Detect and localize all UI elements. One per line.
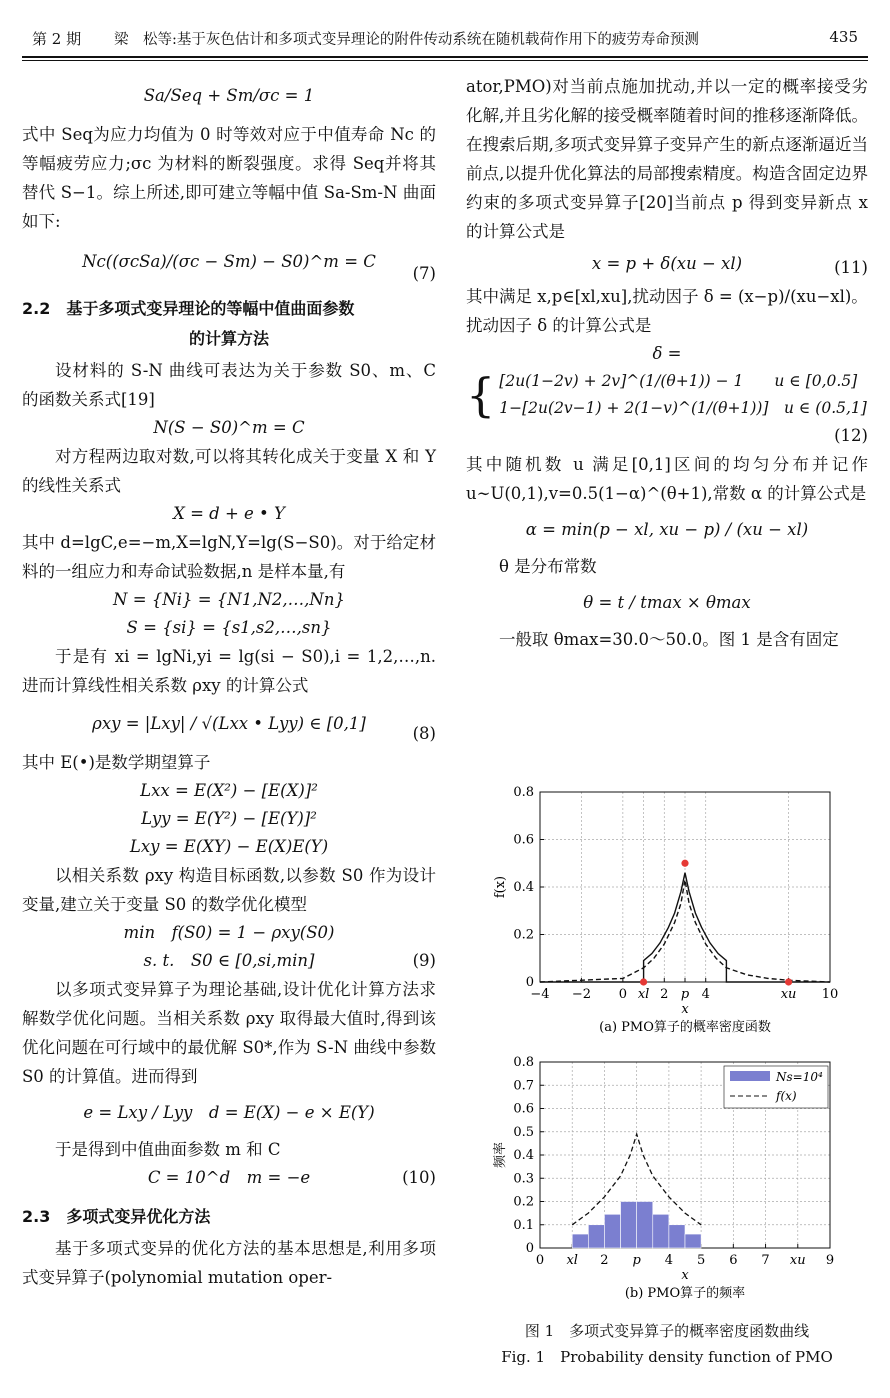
y-tick-label: 0.7	[513, 1078, 534, 1094]
equation-body: s. t. S0 ∈ [0,si,min]	[143, 951, 315, 970]
header-rule	[22, 56, 868, 58]
data-point	[785, 978, 792, 985]
issue-number: 第 2 期	[32, 30, 82, 48]
paragraph: 其中满足 x,p∈[xl,xu],扰动因子 δ = (x−p)/(xu−xl)。	[466, 287, 868, 306]
caption-en: Fig. 1 Probability density function of PMO	[501, 1348, 833, 1366]
chart-pdf	[490, 780, 850, 1045]
paragraph: ator,PMO)对当前点施加扰动,并以一定的概率接受劣化解,并且劣化解的接受概率随着时间的推移逐渐降低。在搜索后期,多项式变异算子变异产生的新点逐渐逼近当前点,以提升优化算法的局部搜索精度。构造含固定边界约束的多项式变异算子[20]当前点 p 得到变异新点 x 的计算公式是	[466, 77, 868, 241]
paragraph: 其中 E(•)是数学期望算子	[22, 753, 211, 772]
histogram-bar	[588, 1225, 604, 1248]
equation-10	[22, 1164, 436, 1192]
header-title: 梁 松等:基于灰色估计和多项式变异理论的附件传动系统在随机载荷作用下的疲劳寿命预测	[114, 32, 699, 48]
histogram-bar	[653, 1214, 669, 1248]
chart-title: (a) PMO算子的概率密度函数	[599, 1020, 771, 1035]
x-tick-label: xl	[637, 987, 650, 1002]
y-tick-label: 0	[525, 1241, 534, 1256]
legend-label: Ns=10⁴	[776, 1070, 823, 1084]
equation-sn-curve: N(S − S0)^m = C	[153, 418, 305, 437]
equation-Lyy: Lyy = E(Y²) − [E(Y)]²	[141, 809, 317, 828]
equation-number: (9)	[412, 951, 436, 970]
x-tick-label: xl	[566, 1253, 578, 1268]
y-tick-label: 0.4	[513, 880, 534, 895]
equation-Lxy: Lxy = E(XY) − E(X)E(Y)	[129, 837, 329, 856]
equation-alpha: α = min(p − xl, xu − p) / (xu − xl)	[525, 520, 809, 539]
chart-frequency	[490, 1052, 850, 1312]
figure-caption	[466, 1318, 868, 1370]
legend-label: f(x)	[776, 1089, 797, 1103]
paragraph: 设材料的 S-N 曲线可表达为关于参数 S0、m、C 的函数关系式[19]	[22, 361, 436, 409]
brace-glyph: {	[466, 368, 496, 422]
equation-body: Nc((σcSa)/(σc − Sm) − S0)^m = C	[82, 252, 376, 271]
paragraph: 一般取 θmax=30.0～50.0。图 1 是含有固定	[499, 630, 839, 649]
data-point	[681, 860, 688, 867]
x-tick-label: −4	[530, 987, 550, 1002]
y-tick-label: 0.8	[513, 785, 534, 800]
y-tick-label: 0.6	[513, 1101, 534, 1117]
section-heading-2-2: 2.2 基于多项式变异理论的等幅中值曲面参数	[22, 299, 355, 318]
chart-title: (b) PMO算子的频率	[624, 1286, 746, 1301]
histogram-bar	[604, 1214, 620, 1248]
paragraph: 基于多项式变异的优化方法的基本思想是,利用多项式变异算子(polynomial mutation oper-	[22, 1239, 436, 1287]
equation-stress: Sa/Seq + Sm/σc = 1	[143, 86, 315, 105]
x-tick-label: 2	[660, 987, 669, 1002]
x-tick-label: p	[632, 1253, 641, 1268]
y-axis-label: 频率	[493, 1141, 508, 1169]
case-row: [2u(1−2v) + 2v]^(1/(θ+1)) − 1 u ∈ [0,0.5]	[499, 372, 858, 390]
x-tick-label: 7	[761, 1253, 770, 1268]
histogram-bar	[621, 1202, 637, 1249]
equation-number: (10)	[402, 1168, 436, 1187]
equation-S-set: S = {si} = {s1,s2,…,sn}	[126, 618, 332, 637]
equation-linear: X = d + e • Y	[173, 504, 285, 523]
y-tick-label: 0.2	[513, 1194, 534, 1210]
y-tick-label: 0.5	[513, 1124, 534, 1140]
x-tick-label: 6	[729, 1253, 738, 1268]
paragraph: 对方程两边取对数,可以将其转化成关于变量 X 和 Y 的线性关系式	[22, 447, 436, 495]
paragraph: 于是得到中值曲面参数 m 和 C	[55, 1140, 281, 1159]
x-tick-label: 10	[821, 987, 839, 1002]
x-axis-label: x	[681, 1268, 689, 1283]
y-tick-label: 0.1	[513, 1217, 534, 1233]
x-tick-label: 0	[535, 1253, 545, 1268]
equation-body: x = p + δ(xu − xl)	[591, 254, 743, 273]
left-column	[22, 72, 436, 1292]
page-number: 435	[829, 28, 858, 46]
equation-number: (8)	[412, 724, 436, 743]
equation-number: (7)	[412, 264, 436, 283]
histogram-bar	[669, 1225, 685, 1248]
x-tick-label: 9	[825, 1253, 835, 1268]
equation-7	[22, 236, 436, 288]
equation-body: ρxy = |Lxy| / √(Lxx • Lyy) ∈ [0,1]	[92, 714, 366, 733]
equation-11	[466, 246, 868, 282]
equation-e-d: e = Lxy / Lyy d = E(X) − e × E(Y)	[83, 1103, 375, 1122]
x-tick-label: xu	[780, 987, 797, 1002]
equation-9-min: min f(S0) = 1 − ρxy(S0)	[123, 923, 335, 942]
caption-cn: 图 1 多项式变异算子的概率密度函数曲线	[524, 1322, 810, 1340]
y-tick-label: 0.8	[513, 1055, 534, 1070]
section-heading-2-2-cont: 的计算方法	[188, 329, 269, 348]
equation-number: (12)	[834, 426, 868, 445]
paragraph: 其中随机数 u 满足[0,1]区间的均匀分布并记作 u∼U(0,1),v=0.5(1−α)^(θ+1),常数 α 的计算公式是	[466, 455, 868, 503]
x-tick-label: 4	[701, 987, 710, 1002]
paragraph: 其中 d=lgC,e=−m,X=lgN,Y=lg(S−S0)。对于给定材料的一组应力和寿命试验数据,n 是样本量,有	[22, 533, 436, 581]
paragraph: θ 是分布常数	[499, 557, 597, 576]
header-rule-thin	[22, 60, 868, 61]
equation-Lxx: Lxx = E(X²) − [E(X)]²	[140, 781, 318, 800]
section-heading-2-3: 2.3 多项式变异优化方法	[22, 1207, 211, 1226]
equation-body: C = 10^d m = −e	[147, 1168, 311, 1187]
x-axis-label: x	[681, 1002, 689, 1017]
equation-8	[22, 700, 436, 748]
x-tick-label: xu	[789, 1253, 806, 1268]
dashed-series	[540, 880, 830, 982]
equation-number: (11)	[834, 258, 868, 277]
y-tick-label: 0.4	[513, 1148, 534, 1163]
right-column	[466, 72, 868, 654]
data-point	[640, 978, 647, 985]
x-tick-label: 2	[600, 1253, 609, 1268]
histogram-bar	[572, 1234, 588, 1248]
equation-9	[22, 947, 436, 975]
equation-12-head: δ =	[652, 344, 682, 363]
x-tick-label: −2	[571, 987, 592, 1002]
paragraph: 扰动因子 δ 的计算公式是	[466, 316, 652, 335]
x-tick-label: 4	[664, 1253, 674, 1268]
running-header	[22, 28, 868, 52]
y-tick-label: 0.6	[513, 832, 534, 848]
x-tick-label: p	[680, 987, 690, 1002]
y-axis-label: f(x)	[493, 875, 508, 899]
histogram-bar	[685, 1234, 701, 1248]
equation-theta: θ = t / tmax × θmax	[583, 593, 751, 612]
y-tick-label: 0	[525, 975, 534, 990]
equation-12-cases	[466, 368, 868, 422]
legend-swatch-bar	[730, 1071, 770, 1081]
y-tick-label: 0.3	[513, 1171, 534, 1187]
paragraph: 以多项式变异算子为理论基础,设计优化计算方法求解数学优化问题。当相关系数 ρxy 取得最大值时,得到该优化问题在可行域中的最优解 S0*,作为 S-N 曲线中参数 S0 的计算值。进而得到	[22, 980, 436, 1086]
paragraph: 式中 Seq为应力均值为 0 时等效对应于中值寿命 Nc 的等幅疲劳应力;σc 为材料的断裂强度。求得 Seq并将其替代 S−1。综上所述,即可建立等幅中值 Sa-Sm-N 曲面如下:	[22, 125, 436, 231]
x-tick-label: 0	[618, 987, 627, 1002]
y-tick-label: 0.2	[513, 927, 534, 943]
histogram-bar	[637, 1202, 653, 1249]
case-row: 1−[2u(2v−1) + 2(1−v)^(1/(θ+1))] u ∈ (0.5,1]	[499, 399, 867, 417]
paragraph: 于是有 xi = lgNi,yi = lg(si − S0),i = 1,2,…,n.进而计算线性相关系数 ρxy 的计算公式	[22, 647, 436, 695]
paragraph: 以相关系数 ρxy 构造目标函数,以参数 S0 作为设计变量,建立关于变量 S0 的数学优化模型	[22, 866, 436, 914]
x-tick-label: 5	[696, 1253, 706, 1268]
equation-N-set: N = {Ni} = {N1,N2,…,Nn}	[113, 590, 345, 609]
